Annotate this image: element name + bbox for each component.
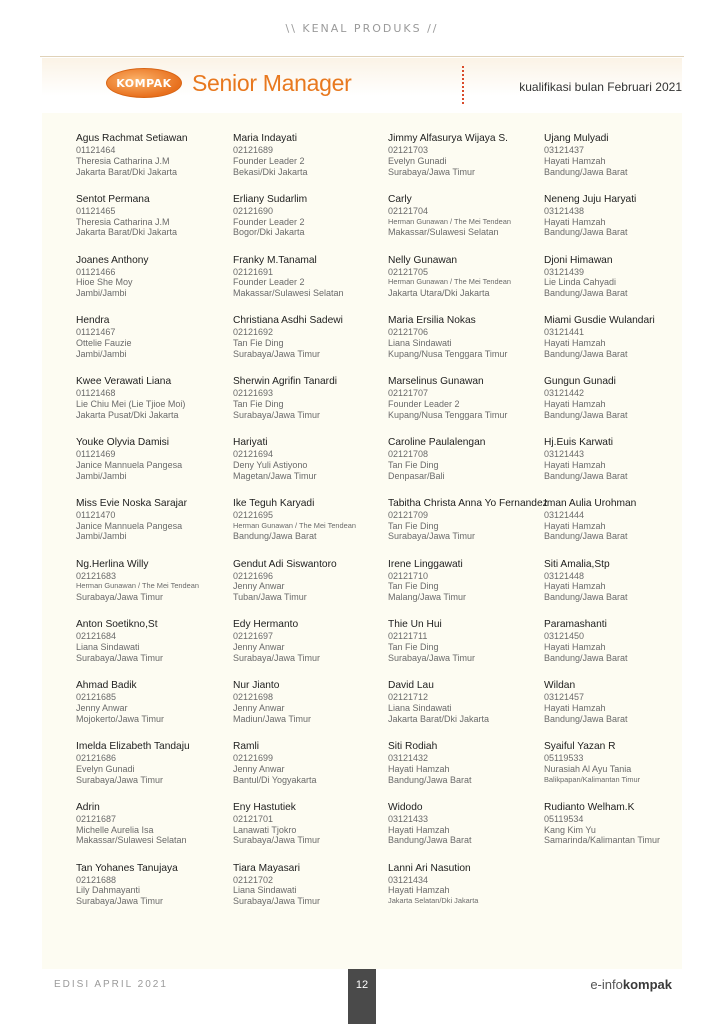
kompak-logo [106,68,182,98]
member-column-1 [76,133,199,923]
member-entry [388,741,548,802]
member-city: Denpasar/Bali [388,470,445,481]
member-city: Bandung/Jawa Barat [544,531,628,542]
member-name: Miami Gusdie Wulandari [544,315,655,327]
member-entry [544,194,660,255]
member-city: Jakarta Barat/Dki Jakarta [76,166,178,177]
member-city: Makassar/Sulawesi Selatan [388,227,499,238]
member-sponsor: Liana Sindawati [388,338,452,349]
member-id: 02121705 [388,266,429,277]
member-name: Youke Olyvia Damisi [76,436,170,448]
member-id: 03121442 [544,388,585,399]
dotted-divider [462,66,464,104]
member-id: 01121464 [76,145,116,155]
member-city: Bandung/Jawa Barat [544,652,628,663]
member-entry [76,863,199,924]
member-id: 02121707 [388,388,429,399]
member-id: 01121466 [76,266,116,277]
member-sponsor: Founder Leader 2 [388,398,460,409]
member-id: 02121697 [233,631,274,642]
member-sponsor: Tan Fie Ding [388,520,439,531]
member-sponsor: Theresia Catharina J.M [76,216,170,227]
member-entry [544,741,660,802]
member-city: Bandung/Jawa Barat [544,409,628,420]
brand-suffix: kompak [622,977,672,992]
masthead-rule [40,56,684,57]
member-city: Bandung/Jawa Barat [233,531,317,542]
member-sponsor: Founder Leader 2 [233,155,305,166]
member-sponsor: Jenny Anwar [233,642,285,653]
edition-label: EDISI APRIL 2021 [54,979,168,990]
member-entry [76,255,199,316]
member-entry [388,133,548,194]
member-name: Siti Amalia,Stp [544,558,610,570]
member-name: Erliany Sudarlim [233,193,308,205]
member-entry [388,802,548,863]
member-name: Hendra [76,315,110,327]
member-name: Siti Rodiah [388,740,438,752]
member-entry [388,437,548,498]
member-name: Eny Hastutiek [233,801,296,813]
member-name: Hj.Euis Karwati [544,436,614,448]
member-city: Bandung/Jawa Barat [544,592,628,603]
member-name: Ramli [233,740,260,752]
member-id: 03121450 [544,631,585,642]
member-sponsor: Liana Sindawati [76,642,140,653]
member-entry [544,315,660,376]
member-name: Nur Jianto [233,680,280,692]
member-entry [544,559,660,620]
member-id: 05119533 [544,752,584,763]
page-footer [0,969,724,1024]
member-name: Anton Soetikno,St [76,619,158,631]
page-subtitle: kualifikasi bulan Februari 2021 [519,80,682,94]
member-sponsor: Hayati Hamzah [544,520,606,531]
member-sponsor: Hayati Hamzah [544,581,606,592]
member-entry [388,315,548,376]
member-sponsor: Hayati Hamzah [544,702,606,713]
member-name: Tiara Mayasari [233,862,300,874]
member-entry [233,315,356,376]
member-id: 03121434 [388,874,429,885]
member-sponsor: Nurasiah Al Ayu Tania [544,763,632,774]
member-sponsor: Liana Sindawati [388,702,452,713]
member-city: Jakarta Pusat/Dki Jakarta [76,409,179,420]
member-column-2 [233,133,356,923]
member-id: 02121693 [233,388,274,399]
member-name: Widodo [388,801,423,813]
member-entry [233,376,356,437]
member-entry [76,680,199,741]
member-city: Bogor/Dki Jakarta [233,227,305,238]
member-name: Paramashanti [544,619,607,631]
member-city: Surabaya/Jawa Timur [233,652,321,663]
member-sponsor: Hayati Hamzah [544,338,606,349]
member-city: Bandung/Jawa Barat [388,774,472,785]
member-id: 01121468 [76,388,116,399]
member-name: Gungun Gunadi [544,376,616,388]
member-id: 02121698 [233,692,274,703]
page-number: 12 [348,969,376,1024]
member-sponsor: Evelyn Gunadi [388,155,447,166]
member-sponsor: Herman Gunawan / The Mei Tendean [388,216,511,226]
member-city: Jambi/Jambi [76,288,127,299]
member-name: Nelly Gunawan [388,254,458,266]
member-city: Bandung/Jawa Barat [544,288,628,299]
member-id: 03121448 [544,570,585,581]
member-city: Surabaya/Jawa Timur [76,592,164,603]
member-entry [388,559,548,620]
member-sponsor: Jenny Anwar [233,763,285,774]
member-sponsor: Herman Gunawan / The Mei Tendean [388,277,511,287]
member-city: Magetan/Jawa Timur [233,470,317,481]
member-name: Tan Yohanes Tanujaya [76,862,178,874]
member-id: 02121711 [388,631,428,642]
member-entry [76,741,199,802]
member-name: Syaiful Yazan R [544,740,616,752]
member-city: Bekasi/Dki Jakarta [233,166,308,177]
member-entry [76,194,199,255]
member-name: David Lau [388,680,434,692]
member-entry [76,802,199,863]
member-sponsor: Hayati Hamzah [388,885,450,896]
member-entry [544,255,660,316]
member-id: 01121470 [76,509,116,520]
member-entry [388,498,548,559]
member-city: Surabaya/Jawa Timur [233,409,321,420]
member-sponsor: Hayati Hamzah [388,763,450,774]
member-city: Makassar/Sulawesi Selatan [76,835,187,846]
member-id: 02121696 [233,570,274,581]
member-id: 02121692 [233,327,274,338]
member-id: 02121687 [76,813,117,824]
member-id: 02121689 [233,145,274,155]
member-city: Jakarta Utara/Dki Jakarta [388,288,490,299]
member-name: Kwee Verawati Liana [76,376,172,388]
member-id: 02121703 [388,145,429,155]
member-city: Bandung/Jawa Barat [544,348,628,359]
member-id: 02121710 [388,570,429,581]
member-entry [233,619,356,680]
member-name: Ahmad Badik [76,680,137,692]
member-entry [388,680,548,741]
member-city: Tuban/Jawa Timur [233,592,307,603]
member-entry [233,498,356,559]
member-city: Jambi/Jambi [76,531,127,542]
member-id: 02121691 [233,266,274,277]
member-city: Surabaya/Jawa Timur [233,348,321,359]
member-name: Rudianto Welham.K [544,801,635,813]
member-sponsor: Hayati Hamzah [544,216,606,227]
member-entry [388,619,548,680]
member-sponsor: Theresia Catharina J.M [76,155,170,166]
member-name: Ng.Herlina Willy [76,558,149,570]
page-title: Senior Manager [192,70,352,96]
member-id: 03121438 [544,205,585,216]
member-entry [544,498,660,559]
member-id: 01121465 [76,205,116,216]
member-entry [388,255,548,316]
member-name: Franky M.Tanamal [233,254,317,266]
member-sponsor: Founder Leader 2 [233,277,305,288]
member-city: Surabaya/Jawa Timur [388,531,476,542]
member-id: 02121704 [388,205,429,216]
member-name: Neneng Juju Haryati [544,193,637,205]
member-sponsor: Kang Kim Yu [544,824,596,835]
member-city: Surabaya/Jawa Timur [388,652,476,663]
member-sponsor: Lily Dahmayanti [76,885,141,896]
member-city: Bantul/Di Yogyakarta [233,774,317,785]
member-city: Bandung/Jawa Barat [388,835,472,846]
member-sponsor: Hayati Hamzah [544,155,606,166]
member-name: Carly [388,193,412,205]
member-entry [76,315,199,376]
member-sponsor: Evelyn Gunadi [76,763,135,774]
member-id: 02121690 [233,205,274,216]
member-city: Jambi/Jambi [76,348,127,359]
member-name: Caroline Paulalengan [388,436,486,448]
member-sponsor: Jenny Anwar [233,702,285,713]
member-name: Adrin [76,801,100,813]
member-city: Balikpapan/Kalimantan Timur [544,774,641,784]
member-id: 02121695 [233,509,274,520]
member-id: 02121688 [76,874,117,885]
member-sponsor: Hayati Hamzah [544,398,606,409]
member-entry [233,133,356,194]
member-entry [233,437,356,498]
member-sponsor: Jenny Anwar [233,581,285,592]
member-name: Maria Ersilia Nokas [388,315,476,327]
member-name: Lanni Ari Nasution [388,862,471,874]
member-city: Jambi/Jambi [76,470,127,481]
member-name: Ike Teguh Karyadi [233,497,315,509]
member-name: Wildan [544,680,576,692]
logo-text: KOMPAK [116,76,172,90]
member-entry [76,619,199,680]
member-city: Surabaya/Jawa Timur [233,835,321,846]
member-entry [76,559,199,620]
member-entry [544,619,660,680]
brand-wordmark [590,977,672,992]
member-sponsor: Ottelie Fauzie [76,338,132,349]
member-city: Madiun/Jawa Timur [233,713,312,724]
member-entry [233,741,356,802]
member-name: Edy Hermanto [233,619,299,631]
member-id: 01121469 [76,448,116,459]
member-city: Surabaya/Jawa Timur [233,896,321,907]
section-header [42,58,682,112]
member-city: Bandung/Jawa Barat [544,166,628,177]
member-sponsor: Lie Linda Cahyadi [544,277,617,288]
member-id: 02121706 [388,327,429,338]
member-name: Maria Indayati [233,133,297,144]
masthead-text: \\ KENAL PRODUKS // [285,22,439,35]
member-id: 03121443 [544,448,585,459]
member-id: 02121685 [76,692,117,703]
member-entry [76,133,199,194]
member-name: Sentot Permana [76,193,150,205]
member-column-3 [388,133,548,923]
member-city: Bandung/Jawa Barat [544,470,628,481]
member-name: Ujang Mulyadi [544,133,609,144]
member-entry [233,680,356,741]
member-list-panel [42,113,682,969]
member-entry [388,863,548,924]
member-sponsor: Tan Fie Ding [233,398,284,409]
member-name: Djoni Himawan [544,254,613,266]
member-entry [544,376,660,437]
member-id: 02121702 [233,874,274,885]
member-entry [76,437,199,498]
member-id: 02121712 [388,692,429,703]
member-name: Gendut Adi Siswantoro [233,558,337,570]
member-sponsor: Herman Gunawan / The Mei Tendean [233,520,356,530]
member-city: Surabaya/Jawa Timur [76,896,164,907]
member-name: Joanes Anthony [76,254,149,266]
member-sponsor: Hayati Hamzah [388,824,450,835]
member-id: 03121437 [544,145,585,155]
member-entry [233,802,356,863]
member-name: Agus Rachmat Setiawan [76,133,188,144]
member-city: Jakarta Barat/Dki Jakarta [388,713,490,724]
member-id: 03121444 [544,509,585,520]
member-city: Jakarta Barat/Dki Jakarta [76,227,178,238]
member-id: 02121709 [388,509,429,520]
member-name: Imelda Elizabeth Tandaju [76,740,190,752]
member-entry [76,498,199,559]
member-sponsor: Jenny Anwar [76,702,128,713]
member-city: Mojokerto/Jawa Timur [76,713,165,724]
member-sponsor: Lanawati Tjokro [233,824,297,835]
member-id: 02121684 [76,631,117,642]
member-city: Surabaya/Jawa Timur [76,652,164,663]
member-city: Kupang/Nusa Tenggara Timur [388,348,508,359]
member-name: Christiana Asdhi Sadewi [233,315,343,327]
brand-prefix: e-info [590,977,623,992]
member-entry [233,194,356,255]
member-id: 02121701 [233,813,274,824]
member-entry [233,863,356,924]
member-sponsor: Lie Chiu Mei (Lie Tjioe Moi) [76,398,186,409]
member-sponsor: Janice Mannuela Pangesa [76,520,183,531]
member-entry [544,680,660,741]
member-city: Malang/Jawa Timur [388,592,467,603]
member-entry [233,559,356,620]
member-name: Iman Aulia Urohman [544,497,637,509]
member-entry [388,194,548,255]
member-id: 01121467 [76,327,116,338]
member-sponsor: Herman Gunawan / The Mei Tendean [76,581,199,591]
member-city: Makassar/Sulawesi Selatan [233,288,344,299]
member-id: 02121686 [76,752,117,763]
top-masthead [40,0,684,58]
member-name: Tabitha Christa Anna Yo Fernandez [388,497,548,509]
member-name: Thie Un Hui [388,619,442,631]
member-name: Irene Linggawati [388,558,463,570]
member-sponsor: Tan Fie Ding [388,581,439,592]
member-entry [388,376,548,437]
member-sponsor: Janice Mannuela Pangesa [76,459,183,470]
member-column-4 [544,133,660,863]
member-sponsor: Tan Fie Ding [388,459,439,470]
member-id: 02121699 [233,752,274,763]
member-sponsor: Deny Yuli Astiyono [233,459,308,470]
member-sponsor: Michelle Aurelia Isa [76,824,154,835]
member-entry [76,376,199,437]
member-city: Bandung/Jawa Barat [544,227,628,238]
member-city: Kupang/Nusa Tenggara Timur [388,409,508,420]
member-name: Hariyati [233,436,268,448]
member-sponsor: Tan Fie Ding [233,338,284,349]
member-id: 03121439 [544,266,585,277]
member-name: Sherwin Agrifin Tanardi [233,376,338,388]
member-city: Surabaya/Jawa Timur [76,774,164,785]
member-id: 05119534 [544,813,584,824]
member-sponsor: Founder Leader 2 [233,216,305,227]
member-sponsor: Hayati Hamzah [544,642,606,653]
member-name: Marselinus Gunawan [388,376,484,388]
member-id: 02121708 [388,448,429,459]
member-city: Samarinda/Kalimantan Timur [544,835,661,846]
member-id: 03121432 [388,752,429,763]
member-city: Bandung/Jawa Barat [544,713,628,724]
member-id: 02121694 [233,448,274,459]
member-sponsor: Hioe She Moy [76,277,133,288]
member-entry [233,255,356,316]
member-id: 03121457 [544,692,585,703]
member-name: Miss Evie Noska Sarajar [76,497,187,509]
member-city: Jakarta Selatan/Dki Jakarta [388,896,479,906]
member-name: Jimmy Alfasurya Wijaya S. [388,133,509,144]
member-sponsor: Hayati Hamzah [544,459,606,470]
member-entry [544,133,660,194]
member-id: 03121433 [388,813,429,824]
member-city: Surabaya/Jawa Timur [388,166,476,177]
member-entry [544,437,660,498]
member-sponsor: Liana Sindawati [233,885,297,896]
member-id: 02121683 [76,570,117,581]
member-entry [544,802,660,863]
member-sponsor: Tan Fie Ding [388,642,439,653]
member-id: 03121441 [544,327,585,338]
